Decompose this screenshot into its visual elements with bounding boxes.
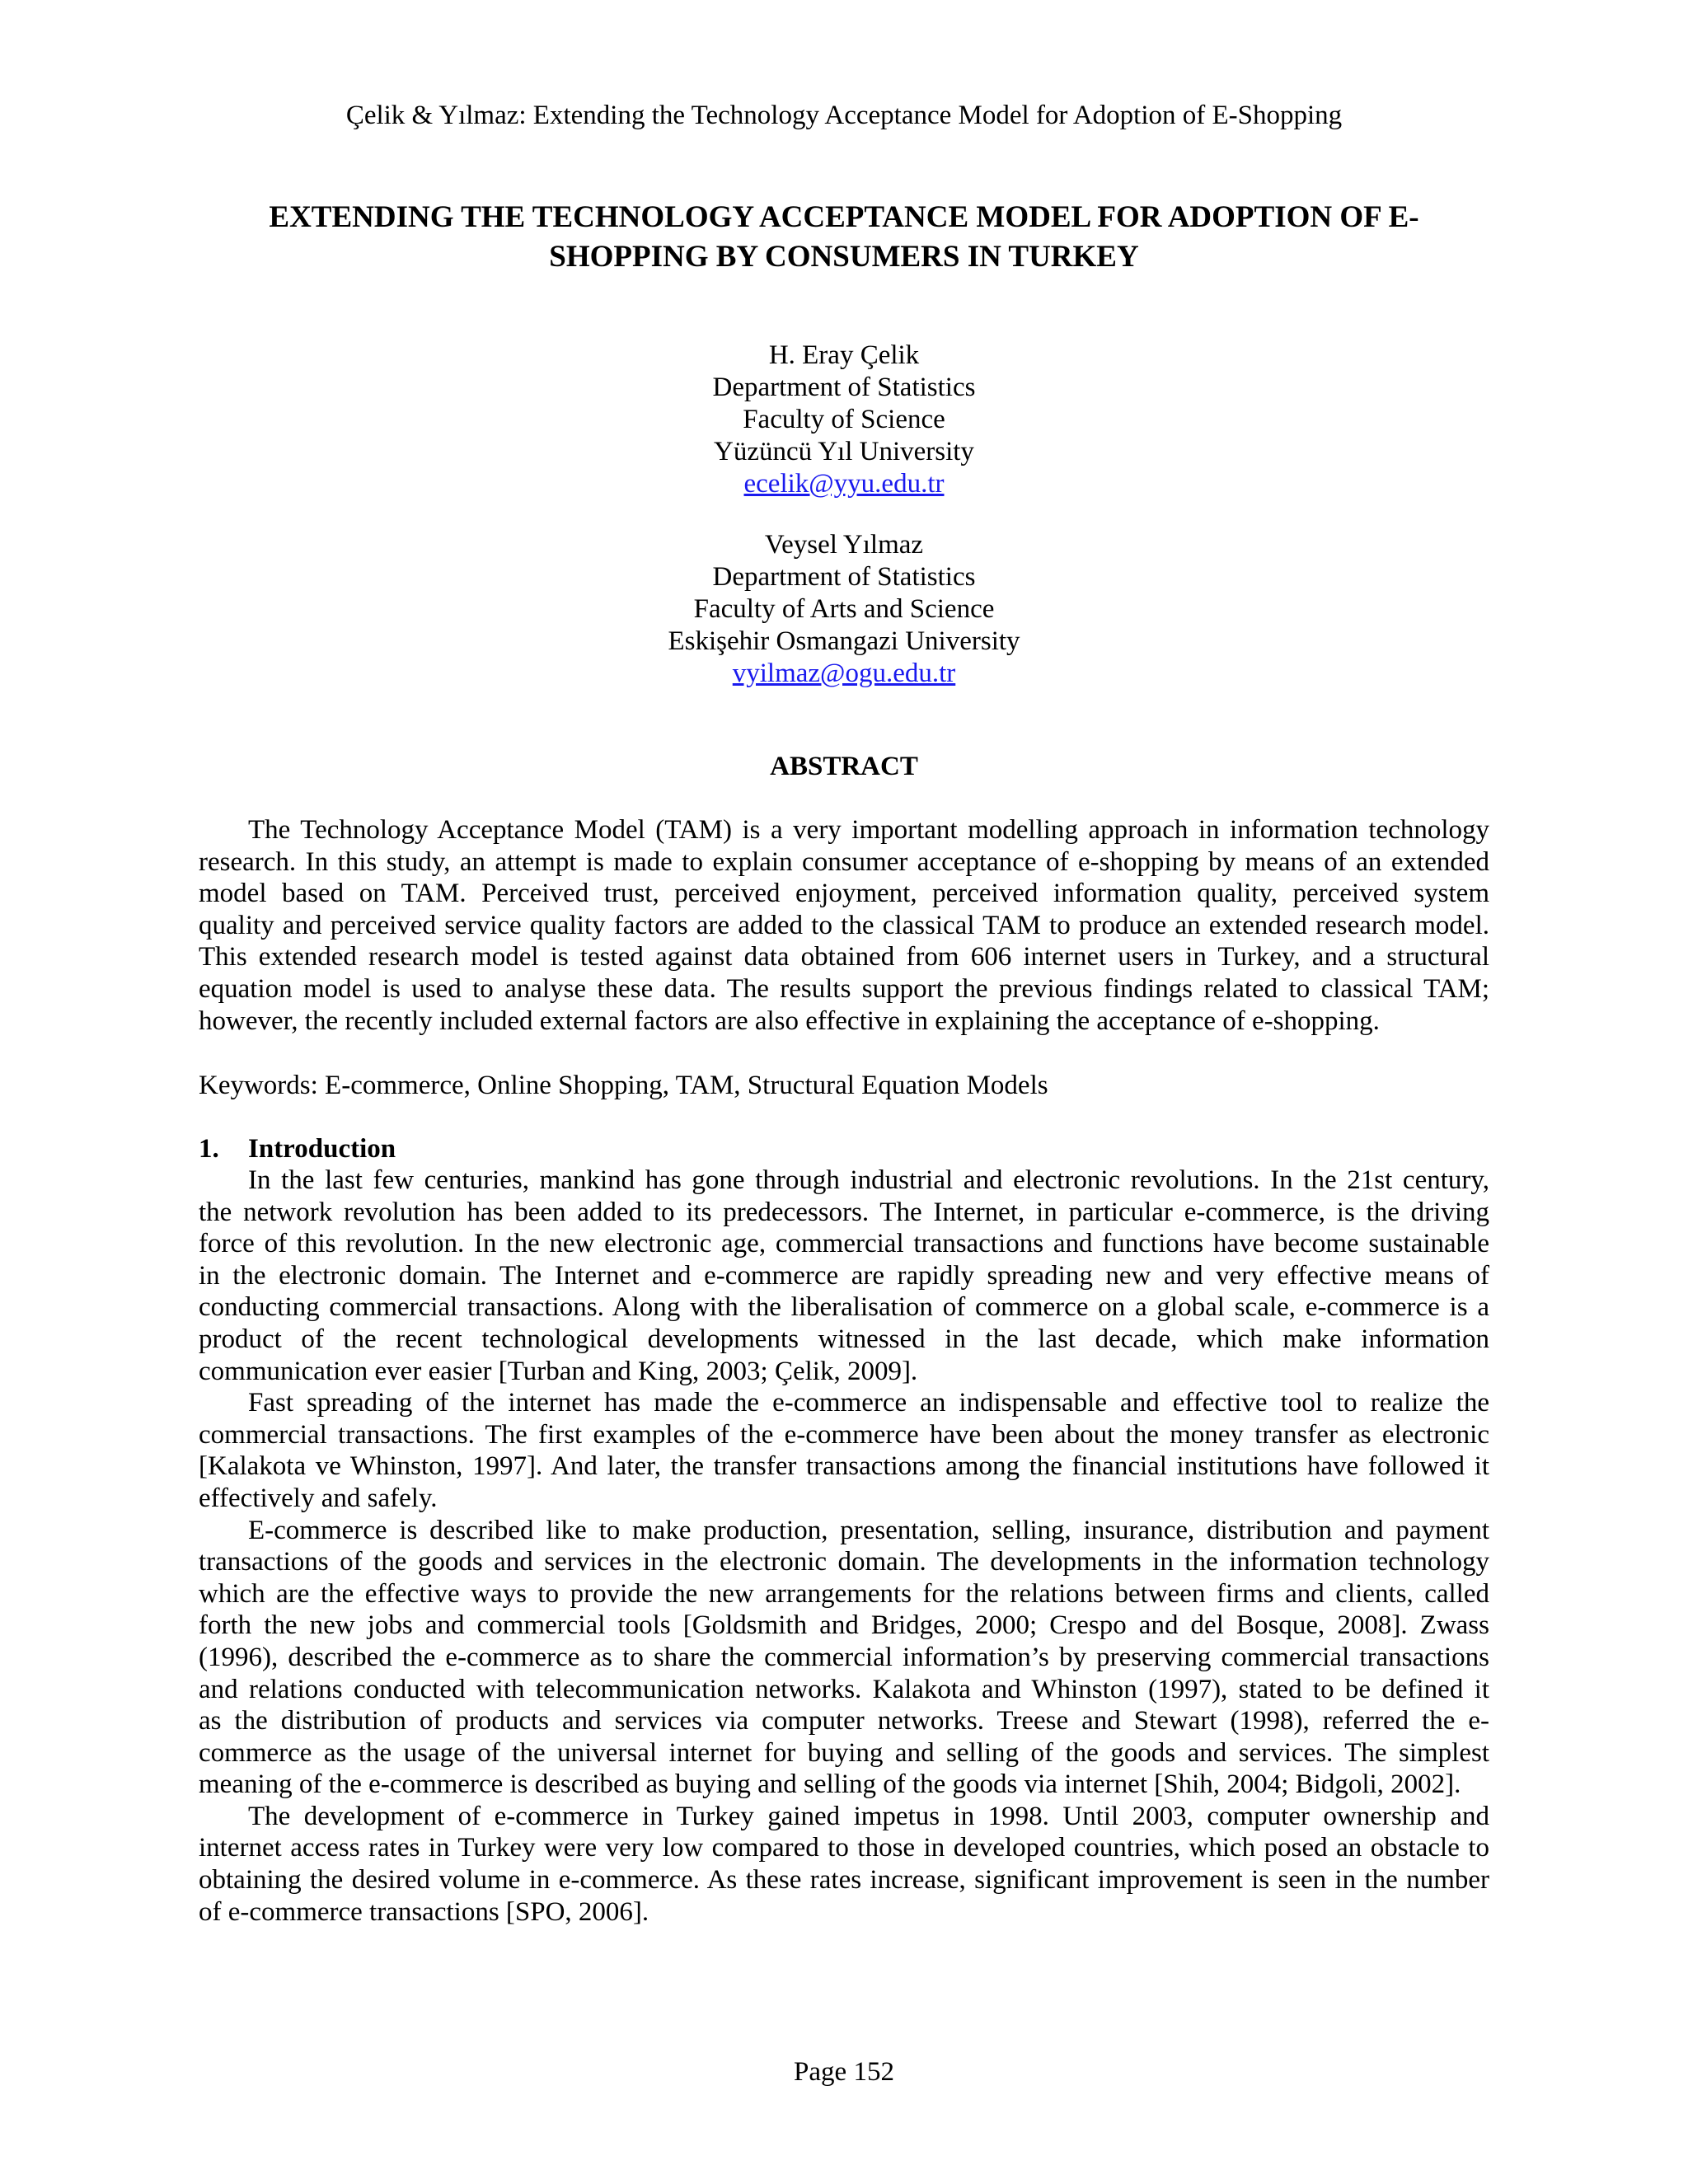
- paper-title-line-1: EXTENDING THE TECHNOLOGY ACCEPTANCE MODEL FOR ADOPTION OF E-: [269, 200, 1419, 234]
- abstract-line: equation model is used to analyse these data. The results support the previous findings related to classical TAM;: [199, 973, 1489, 1004]
- abstract-line: quality and perceived service quality factors are added to the classical TAM to produce an extended research model.: [199, 910, 1489, 940]
- paragraph-line: In the last few centuries, mankind has gone through industrial and electronic revolutions. In the 21st century,: [248, 1165, 1489, 1195]
- paragraph-line: The development of e-commerce in Turkey gained impetus in 1998. Until 2003, computer ownership and: [248, 1801, 1489, 1831]
- author-university: Eskişehir Osmangazi University: [668, 626, 1020, 656]
- paragraph-line: forth the new jobs and commercial tools [Goldsmith and Bridges, 2000; Crespo and del Bosque, 2008]. Zwass: [199, 1610, 1489, 1641]
- author-name: Veysel Yılmaz: [764, 530, 924, 560]
- author-block-2: [0, 529, 1688, 690]
- paragraph-line: (1996), described the e-commerce as to share the commercial information’s by preserving commercial transactions: [199, 1642, 1489, 1672]
- author-university: Yüzüncü Yıl University: [714, 437, 974, 466]
- abstract-line: research. In this study, an attempt is made to explain consumer acceptance of e-shopping by means of an extended: [199, 846, 1489, 877]
- paragraph-line: commercial transactions. The first examples of the e-commerce have been about the money transfer as electronic: [199, 1419, 1489, 1450]
- paper-title-line-2: SHOPPING BY CONSUMERS IN TURKEY: [549, 240, 1139, 274]
- section-number: 1.: [199, 1134, 219, 1164]
- paragraph-line: in the electronic domain. The Internet and e-commerce are rapidly spreading new and very effective means of: [199, 1260, 1489, 1291]
- author-department: Department of Statistics: [712, 562, 976, 592]
- paragraph-line: E-commerce is described like to make production, presentation, selling, insurance, distribution and payment: [248, 1515, 1489, 1545]
- abstract-line: The Technology Acceptance Model (TAM) is a very important modelling approach in information technology: [248, 815, 1489, 845]
- author-department: Department of Statistics: [712, 373, 976, 402]
- section-title: Introduction: [248, 1134, 396, 1164]
- paragraph-line: which are the effective ways to provide the new arrangements for the relations between firms and clients, called: [199, 1578, 1489, 1609]
- author-name: H. Eray Çelik: [768, 340, 920, 370]
- paragraph-line: the network revolution has been added to its predecessors. The Internet, in particular e-commerce, is the driving: [199, 1197, 1489, 1227]
- paragraph-line: Fast spreading of the internet has made the e-commerce an indispensable and effective tool to realize the: [248, 1388, 1489, 1418]
- paragraph-line: of e-commerce transactions [SPO, 2006].: [199, 1896, 649, 1927]
- running-header: Çelik & Yılmaz: Extending the Technology Acceptance Model for Adoption of E-Shopping: [345, 101, 1343, 130]
- page-number: Page 152: [794, 2057, 894, 2087]
- paragraph-line: force of this revolution. In the new electronic age, commercial transactions and functions have become sustainable: [199, 1229, 1489, 1259]
- paragraph-line: internet access rates in Turkey were very low compared to those in developed countries, which posed an obstacle to: [199, 1833, 1489, 1863]
- paragraph-line: meaning of the e-commerce is described as buying and selling of the goods via internet [Shih, 2004; Bidgoli, 2002].: [199, 1769, 1461, 1800]
- introduction-body: [199, 1165, 1489, 1928]
- author-block-1: [0, 340, 1688, 500]
- keywords: Keywords: E-commerce, Online Shopping, TAM, Structural Equation Models: [199, 1071, 1048, 1100]
- abstract-body: [199, 814, 1489, 1037]
- author-email-link[interactable]: vyilmaz@ogu.edu.tr: [732, 658, 956, 688]
- abstract-line: however, the recently included external factors are also effective in explaining the acceptance of e-shopping.: [199, 1005, 1380, 1036]
- author-faculty: Faculty of Arts and Science: [693, 594, 995, 624]
- paragraph-line: conducting commercial transactions. Along with the liberalisation of commerce on a global scale, e-commerce is a: [199, 1292, 1489, 1323]
- paper-title: [165, 198, 1523, 277]
- abstract-heading: ABSTRACT: [770, 752, 918, 781]
- paragraph-line: effectively and safely.: [199, 1483, 438, 1513]
- section-heading-introduction: [199, 1133, 396, 1165]
- paragraph-line: [Kalakota ve Whinston, 1997]. And later, the transfer transactions among the financial institutions have followed it: [199, 1451, 1489, 1482]
- paragraph-line: communication ever easier [Turban and King, 2003; Çelik, 2009].: [199, 1356, 918, 1386]
- paragraph-line: commerce as the usage of the universal internet for buying and selling of the goods and services. The simplest: [199, 1737, 1489, 1768]
- author-email-link[interactable]: ecelik@yyu.edu.tr: [743, 469, 945, 499]
- paragraph-line: product of the recent technological developments witnessed in the last decade, which make information: [199, 1324, 1489, 1354]
- abstract-line: This extended research model is tested against data obtained from 606 internet users in Turkey, and a structural: [199, 942, 1489, 972]
- paragraph-line: as the distribution of products and services via computer networks. Treese and Stewart (1998), referred the e-: [199, 1706, 1489, 1736]
- abstract-line: model based on TAM. Perceived trust, perceived enjoyment, perceived information quality, perceived system: [199, 879, 1489, 909]
- author-faculty: Faculty of Science: [743, 405, 945, 434]
- paragraph-line: and relations conducted with telecommunication networks. Kalakota and Whinston (1997), stated to be defined it: [199, 1674, 1489, 1704]
- paragraph-line: obtaining the desired volume in e-commerce. As these rates increase, significant improvement is seen in the number: [199, 1865, 1489, 1896]
- paragraph-line: transactions of the goods and services in the electronic domain. The developments in the information technology: [199, 1547, 1489, 1577]
